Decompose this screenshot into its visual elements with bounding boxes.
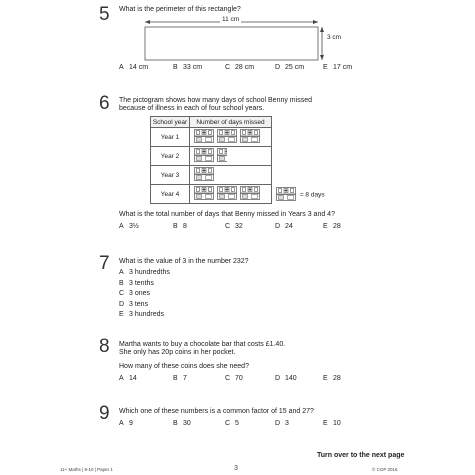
table-row [151, 166, 272, 185]
first-aid-kit-icon [240, 186, 260, 202]
question-number-8: 8 [99, 336, 110, 357]
first-aid-kit-icon [194, 167, 214, 183]
table-row [151, 185, 272, 204]
page-number: 3 [234, 465, 238, 472]
question-8-line1: Martha wants to buy a chocolate bar that costs £1.40. [119, 341, 286, 348]
option-c[interactable]: C 3 ones [119, 290, 151, 297]
header-school-year: School year [151, 117, 190, 128]
first-aid-kit-icon [240, 129, 260, 145]
option-b[interactable]: B 8 [173, 223, 187, 230]
option-c[interactable]: C 28 cm [225, 64, 255, 71]
question-6-intro-line1: The pictogram shows how many days of school Benny missed [119, 97, 312, 104]
first-aid-kit-icon [194, 148, 214, 164]
question-7-text: What is the value of 3 in the number 232? [119, 258, 249, 265]
half-first-aid-kit-icon [217, 148, 227, 164]
footer-left: 11+ Maths | 8-10 | Paper 1 [60, 467, 113, 472]
first-aid-kit-icon [217, 129, 237, 145]
year-label: Year 1 [151, 128, 190, 147]
question-number-5: 5 [99, 4, 110, 25]
question-number-6: 6 [99, 93, 110, 114]
question-number-9: 9 [99, 403, 110, 424]
question-6-text: What is the total number of days that Benny missed in Years 3 and 4? [119, 211, 335, 218]
question-5-text: What is the perimeter of this rectangle? [119, 6, 241, 13]
option-e[interactable]: E 28 [323, 375, 341, 382]
option-a[interactable]: A 14 [119, 375, 137, 382]
option-b[interactable]: B 33 cm [173, 64, 203, 71]
question-7-options [119, 268, 170, 321]
pictogram-table [150, 116, 272, 204]
pictogram-key [276, 187, 325, 203]
key-text: = 8 days [299, 191, 325, 199]
icon-cell [190, 166, 272, 185]
option-a[interactable]: A 3 hundredths [119, 269, 170, 276]
header-days-missed: Number of days missed [190, 117, 272, 128]
option-e[interactable]: E 17 cm [323, 64, 353, 71]
option-d[interactable]: D 3 tens [119, 300, 149, 308]
icon-cell [190, 185, 272, 204]
width-arrow-head-left [145, 20, 150, 24]
first-aid-kit-icon [276, 187, 296, 203]
height-arrow-head-top [320, 27, 324, 32]
icon-cell [190, 147, 272, 166]
icon-cell [190, 128, 272, 147]
year-label: Year 4 [151, 185, 190, 204]
height-arrow-head-bottom [320, 55, 324, 60]
question-number-7: 7 [99, 253, 110, 274]
first-aid-kit-icon [194, 186, 214, 202]
option-d[interactable]: D 25 cm [275, 64, 305, 71]
option-b[interactable]: B 30 [173, 420, 191, 427]
footer-right: © CGP 2016 [372, 467, 398, 472]
table-row [151, 147, 272, 166]
option-d[interactable]: D 3 [275, 420, 289, 427]
option-a[interactable]: A 14 cm [119, 64, 149, 71]
rectangle-shape [145, 27, 318, 60]
option-d[interactable]: D 24 [275, 223, 293, 230]
option-c[interactable]: C 32 [225, 223, 243, 230]
first-aid-kit-icon [217, 186, 237, 202]
width-label: 11 cm [222, 16, 240, 23]
option-b[interactable]: B 7 [173, 375, 187, 382]
height-label: 3 cm [327, 34, 342, 41]
option-e[interactable]: E 3 hundreds [119, 311, 165, 318]
width-arrow-head-right [313, 20, 318, 24]
option-e[interactable]: E 28 [323, 223, 341, 230]
year-label: Year 3 [151, 166, 190, 185]
option-c[interactable]: C 70 [225, 375, 243, 382]
question-8-text: How many of these coins does she need? [119, 363, 249, 370]
pictogram-header-row [151, 117, 272, 128]
option-c[interactable]: C 5 [225, 420, 239, 427]
option-b[interactable]: B 3 tenths [119, 279, 154, 287]
table-row [151, 128, 272, 147]
option-d[interactable]: D 140 [275, 375, 297, 382]
option-e[interactable]: E 10 [323, 420, 341, 427]
turn-over-text: Turn over to the next page [317, 452, 405, 459]
question-6-intro-line2: because of illness in each of four school years. [119, 105, 265, 112]
question-9-text: Which one of these numbers is a common factor of 15 and 27? [119, 408, 314, 415]
first-aid-kit-icon [194, 129, 214, 145]
question-8-line2: She only has 20p coins in her pocket. [119, 349, 236, 356]
option-a[interactable]: A 9 [119, 420, 133, 427]
option-a[interactable]: A 3½ [119, 223, 139, 230]
year-label: Year 2 [151, 147, 190, 166]
